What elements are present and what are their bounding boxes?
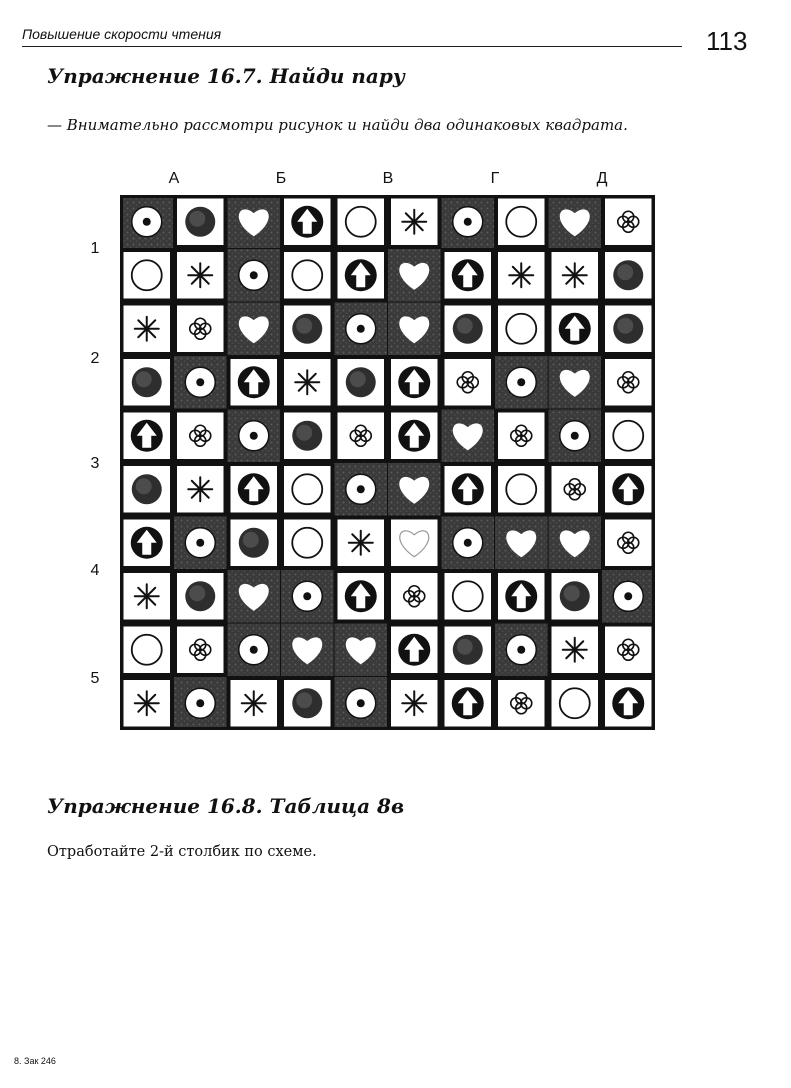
grid-cell — [388, 302, 442, 356]
grid-cell — [174, 302, 228, 356]
grid-cell — [281, 195, 335, 249]
up-arrow-icon — [291, 206, 323, 238]
grid-cell — [174, 570, 228, 624]
filled-dot-icon — [613, 314, 643, 344]
grid-cell — [548, 249, 602, 303]
grid-cell — [281, 623, 335, 677]
grid-cell — [548, 302, 602, 356]
target-icon — [453, 528, 483, 558]
grid-cell — [334, 516, 388, 570]
up-arrow-icon — [131, 527, 163, 559]
up-arrow-icon — [452, 687, 484, 719]
asterisk-icon — [135, 691, 159, 715]
target-icon — [346, 474, 376, 504]
asterisk-icon — [188, 263, 212, 287]
grid-cell — [441, 677, 495, 731]
row-label-1: 1 — [90, 240, 100, 257]
grid-cell — [441, 623, 495, 677]
grid-cell — [548, 195, 602, 249]
grid-cell — [388, 677, 442, 731]
up-arrow-icon — [452, 473, 484, 505]
target-icon — [453, 207, 483, 237]
grid-cell — [388, 356, 442, 410]
asterisk-icon — [402, 691, 426, 715]
up-arrow-icon — [345, 259, 377, 291]
up-arrow-icon — [559, 313, 591, 345]
target-icon — [185, 688, 215, 718]
asterisk-icon — [402, 210, 426, 234]
grid-cell — [602, 356, 656, 410]
grid-cell — [602, 249, 656, 303]
grid-cell — [441, 570, 495, 624]
up-arrow-icon — [238, 366, 270, 398]
grid-cell — [334, 409, 388, 463]
grid-cell — [281, 677, 335, 731]
grid-cell — [120, 623, 174, 677]
grid-cell — [388, 516, 442, 570]
grid-cell — [388, 195, 442, 249]
grid-cell — [388, 570, 442, 624]
filled-dot-icon — [132, 474, 162, 504]
grid-cell — [495, 302, 549, 356]
filled-dot-icon — [239, 528, 269, 558]
grid-cell — [120, 570, 174, 624]
column-label-v: В — [382, 170, 394, 187]
grid-cell — [441, 249, 495, 303]
filled-dot-icon — [292, 688, 322, 718]
grid-cell — [174, 356, 228, 410]
exercise-16-8-text: Отработайте 2-й столбик по схеме. — [47, 844, 317, 860]
asterisk-icon — [135, 584, 159, 608]
grid-cell — [120, 356, 174, 410]
asterisk-icon — [295, 370, 319, 394]
asterisk-icon — [242, 691, 266, 715]
row-label-3: 3 — [90, 455, 100, 472]
grid-cell — [227, 677, 281, 731]
grid-cell — [548, 677, 602, 731]
grid-cell — [495, 463, 549, 517]
grid-cell — [281, 249, 335, 303]
filled-dot-icon — [346, 367, 376, 397]
grid-cell — [281, 463, 335, 517]
grid-cell — [602, 195, 656, 249]
up-arrow-icon — [398, 366, 430, 398]
grid-cell — [334, 570, 388, 624]
grid-cell — [281, 302, 335, 356]
target-icon — [239, 635, 269, 665]
filled-dot-icon — [613, 260, 643, 290]
grid-cell — [281, 516, 335, 570]
grid-cell — [548, 623, 602, 677]
grid-cell — [334, 463, 388, 517]
grid-cell — [281, 409, 335, 463]
footer-print-mark: 8. Зак 246 — [14, 1056, 56, 1066]
grid-cell — [334, 302, 388, 356]
target-icon — [185, 367, 215, 397]
filled-dot-icon — [453, 314, 483, 344]
grid-cell — [495, 677, 549, 731]
grid-cell — [548, 409, 602, 463]
grid-cell — [495, 195, 549, 249]
target-icon — [506, 635, 536, 665]
grid-cell — [227, 249, 281, 303]
grid-cell — [495, 356, 549, 410]
grid-cell — [174, 516, 228, 570]
grid-cell — [548, 570, 602, 624]
grid-cell — [602, 463, 656, 517]
grid-cell — [174, 409, 228, 463]
up-arrow-icon — [612, 473, 644, 505]
grid-cell — [120, 677, 174, 731]
up-arrow-icon — [452, 259, 484, 291]
grid-cell — [227, 463, 281, 517]
grid-cell — [548, 356, 602, 410]
grid-cell — [441, 195, 495, 249]
grid-cell — [602, 302, 656, 356]
filled-dot-icon — [453, 635, 483, 665]
target-icon — [239, 260, 269, 290]
grid-cell — [227, 195, 281, 249]
header-rule — [22, 46, 682, 47]
grid-cell — [120, 195, 174, 249]
grid-cell — [602, 623, 656, 677]
symbol-puzzle-grid — [120, 195, 655, 730]
target-icon — [560, 421, 590, 451]
target-icon — [346, 314, 376, 344]
row-label-4: 4 — [90, 562, 100, 579]
exercise-16-8-title: Упражнение 16.8. Таблица 8в — [47, 794, 405, 818]
filled-dot-icon — [185, 581, 215, 611]
target-icon — [239, 421, 269, 451]
grid-cell — [174, 623, 228, 677]
grid-cell — [495, 516, 549, 570]
grid-cell — [602, 409, 656, 463]
grid-cell — [120, 409, 174, 463]
grid-cell — [441, 516, 495, 570]
grid-cell — [388, 463, 442, 517]
grid-cell — [120, 302, 174, 356]
grid-cell — [441, 409, 495, 463]
grid-cell — [334, 356, 388, 410]
grid-cell — [334, 677, 388, 731]
grid-cell — [227, 356, 281, 410]
column-label-b: Б — [275, 170, 287, 187]
filled-dot-icon — [292, 421, 322, 451]
grid-cell — [120, 516, 174, 570]
grid-cell — [227, 302, 281, 356]
grid-cell — [174, 195, 228, 249]
asterisk-icon — [509, 263, 533, 287]
grid-cell — [602, 570, 656, 624]
grid-cell — [388, 623, 442, 677]
grid-cell — [495, 623, 549, 677]
target-icon — [506, 367, 536, 397]
column-label-d: Д — [596, 170, 608, 187]
target-icon — [346, 688, 376, 718]
row-label-5: 5 — [90, 670, 100, 687]
page-number: 113 — [706, 26, 748, 56]
asterisk-icon — [188, 477, 212, 501]
grid-cell — [334, 195, 388, 249]
up-arrow-icon — [612, 687, 644, 719]
grid-cell — [495, 409, 549, 463]
up-arrow-icon — [398, 634, 430, 666]
grid-cell — [602, 677, 656, 731]
target-icon — [613, 581, 643, 611]
asterisk-icon — [135, 317, 159, 341]
grid-cell — [174, 463, 228, 517]
grid-cell — [441, 463, 495, 517]
grid-cell — [548, 516, 602, 570]
grid-cell — [602, 516, 656, 570]
grid-cell — [281, 570, 335, 624]
grid-cell — [388, 249, 442, 303]
grid-cell — [441, 356, 495, 410]
grid-cell — [227, 623, 281, 677]
grid-cell — [495, 570, 549, 624]
running-head: Повышение скорости чтения — [22, 26, 222, 42]
grid-cell — [120, 249, 174, 303]
up-arrow-icon — [345, 580, 377, 612]
grid-cell — [281, 356, 335, 410]
filled-dot-icon — [185, 207, 215, 237]
row-label-2: 2 — [90, 350, 100, 367]
up-arrow-icon — [131, 420, 163, 452]
target-icon — [292, 581, 322, 611]
grid-cell — [227, 570, 281, 624]
up-arrow-icon — [238, 473, 270, 505]
asterisk-icon — [349, 531, 373, 555]
up-arrow-icon — [398, 420, 430, 452]
grid-cell — [174, 249, 228, 303]
asterisk-icon — [563, 638, 587, 662]
column-label-a: А — [168, 170, 180, 187]
target-icon — [185, 528, 215, 558]
column-label-g: Г — [490, 170, 500, 187]
up-arrow-icon — [505, 580, 537, 612]
filled-dot-icon — [292, 314, 322, 344]
asterisk-icon — [563, 263, 587, 287]
grid-cell — [548, 463, 602, 517]
target-icon — [132, 207, 162, 237]
grid-cell — [227, 409, 281, 463]
exercise-16-7-instruction: — Внимательно рассмотри рисунок и найди два одинаковых квадрата. — [47, 116, 628, 134]
grid-cell — [334, 623, 388, 677]
grid-cell — [227, 516, 281, 570]
filled-dot-icon — [560, 581, 590, 611]
filled-dot-icon — [132, 367, 162, 397]
grid-cell — [120, 463, 174, 517]
grid-cell — [388, 409, 442, 463]
grid-cell — [174, 677, 228, 731]
grid-cell — [495, 249, 549, 303]
exercise-16-7-title: Упражнение 16.7. Найди пару — [47, 64, 405, 88]
grid-cell — [334, 249, 388, 303]
grid-cell — [441, 302, 495, 356]
